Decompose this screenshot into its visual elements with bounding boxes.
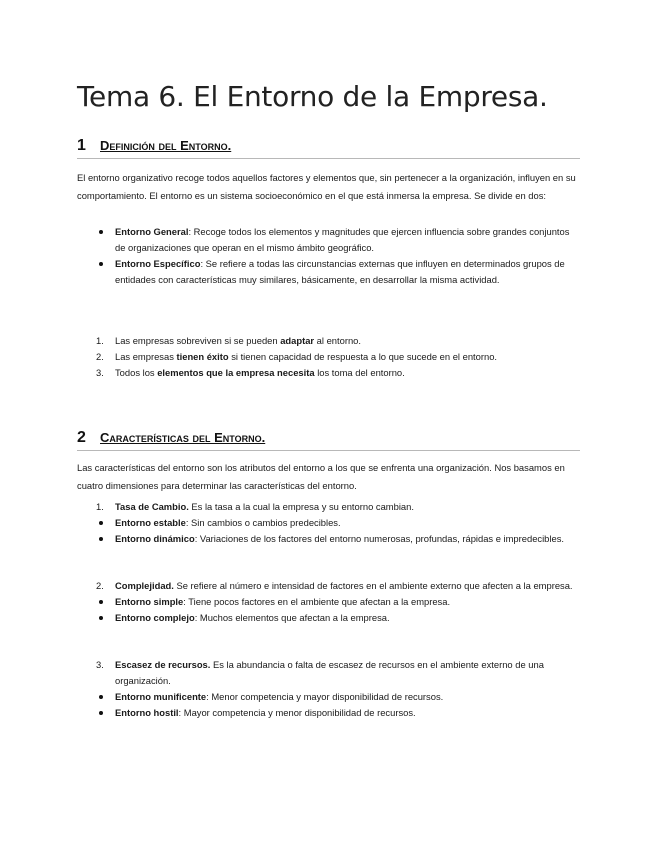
list-item <box>77 578 582 594</box>
emphasis: elementos que la empresa necesita <box>157 367 315 378</box>
section-number: 2 <box>77 429 86 446</box>
term: Entorno General <box>115 226 189 237</box>
definition: : Variaciones de los factores del entorno numerosas, profundas, rápidas e impredecibles. <box>194 533 564 544</box>
section-title: Definición del Entorno. <box>100 138 232 153</box>
bullet-icon <box>99 521 103 525</box>
emphasis: adaptar <box>280 335 315 346</box>
term: Entorno munificente <box>115 691 207 702</box>
definition: : Recoge todos los elementos y magnitudes que ejercen influencia sobre grandes conjuntos de organizaciones que operan en el mismo ámbito geográfico. <box>115 226 570 253</box>
list-item <box>77 657 582 689</box>
list-item <box>77 365 582 381</box>
list-item <box>77 499 582 515</box>
bullet-icon <box>99 600 103 604</box>
list-item <box>77 531 582 547</box>
dimension-list-tasa-de-cambio <box>77 499 582 547</box>
section-heading-definicion <box>77 136 580 159</box>
dimension-list-complejidad <box>77 578 582 626</box>
term: Entorno simple <box>115 596 184 607</box>
definition: Es la abundancia o falta de escasez de recursos en el ambiente externo de una organización. <box>115 659 544 686</box>
emphasis: tienen éxito <box>176 351 229 362</box>
list-item <box>77 689 582 705</box>
list-item <box>77 256 582 288</box>
text: si tienen capacidad de respuesta a lo que sucede en el entorno. <box>228 351 498 362</box>
text: los toma del entorno. <box>314 367 405 378</box>
bullet-icon <box>99 537 103 541</box>
list-number: 2. <box>96 351 104 362</box>
term: Tasa de Cambio. <box>115 501 189 512</box>
section-intro-paragraph: Las características del entorno son los atributos del entorno a los que se enfrenta una organización. Nos basamos en cuatro dimensiones para determinar las características del entorno. <box>77 462 565 491</box>
definition: : Menor competencia y mayor disponibilidad de recursos. <box>206 691 444 702</box>
text: Las empresas <box>115 351 177 362</box>
term: Entorno complejo <box>115 612 195 623</box>
list-item <box>77 333 582 349</box>
text: al entorno. <box>314 335 361 346</box>
bullet-icon <box>99 616 103 620</box>
list-item <box>77 349 582 365</box>
definition: : Sin cambios o cambios predecibles. <box>185 517 341 528</box>
term: Entorno hostil <box>115 707 179 718</box>
section-number: 1 <box>77 137 86 154</box>
term: Entorno estable <box>115 517 186 528</box>
list-item <box>77 224 582 256</box>
section-title: Características del Entorno. <box>100 430 266 445</box>
bullet-icon <box>99 695 103 699</box>
definition: : Mayor competencia y menor disponibilidad de recursos. <box>178 707 416 718</box>
term: Entorno dinámico <box>115 533 195 544</box>
list-number: 3. <box>96 367 104 378</box>
term: Complejidad. <box>115 580 174 591</box>
list-number: 2. <box>96 580 104 591</box>
definition: : Tiene pocos factores en el ambiente que afectan a la empresa. <box>183 596 451 607</box>
section-heading-caracteristicas <box>77 428 580 451</box>
list-number: 1. <box>96 335 104 346</box>
numbered-list-principios <box>77 333 582 381</box>
list-item <box>77 594 582 610</box>
text: Todos los <box>115 367 158 378</box>
definition: Es la tasa a la cual la empresa y su entorno cambian. <box>188 501 414 512</box>
list-number: 3. <box>96 659 104 670</box>
list-item <box>77 515 582 531</box>
list-number: 1. <box>96 501 104 512</box>
definition: : Muchos elementos que afectan a la empresa. <box>194 612 390 623</box>
text: Las empresas sobreviven si se pueden <box>115 335 281 346</box>
term: Entorno Específico <box>115 258 201 269</box>
section-intro-paragraph: El entorno organizativo recoge todos aquellos factores y elementos que, sin pertenecer a la organización, influyen en su comportamiento. El entorno es un sistema socioeconómico en el que está inmersa la empresa. Se divide en dos: <box>77 172 576 201</box>
page-title: Tema 6. El Entorno de la Empresa. <box>77 80 548 113</box>
term: Escasez de recursos. <box>115 659 211 670</box>
bullet-list-entornos <box>77 224 582 288</box>
bullet-icon <box>99 711 103 715</box>
bullet-icon <box>99 230 103 234</box>
bullet-icon <box>99 262 103 266</box>
definition: : Se refiere a todas las circunstancias externas que influyen en determinados grupos de entidades con características muy similares, básicamente, en desarrollar la misma actividad. <box>115 258 565 285</box>
list-item <box>77 610 582 626</box>
definition: Se refiere al número e intensidad de factores en el ambiente externo que afecten a la empresa. <box>173 580 573 591</box>
dimension-list-escasez-de-recursos <box>77 657 582 721</box>
list-item <box>77 705 582 721</box>
